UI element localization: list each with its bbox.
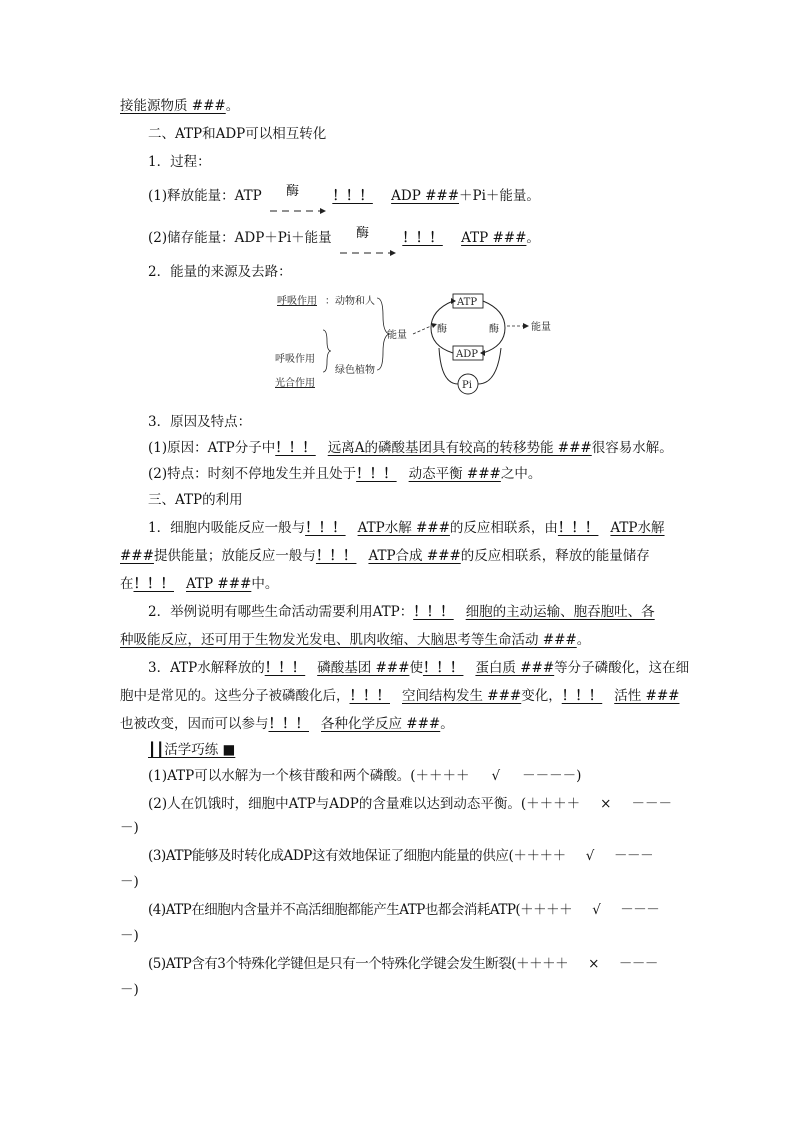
diagram-respiration-underlined: 呼吸作用 xyxy=(277,296,317,307)
question-2-text: (2)人在饥饿时，细胞中ATP与ADP的含量难以达到动态平衡。(＋＋＋＋ xyxy=(148,796,581,812)
use3-answer-5: 各种化学反应 ### xyxy=(321,716,441,732)
question-2-mark: × xyxy=(600,796,612,812)
release-answer: ADP ### xyxy=(391,188,460,204)
diagram-plant-label: 绿色植物 xyxy=(335,365,375,376)
intro-answer: 接能源物质 ### xyxy=(120,98,226,114)
practice-title: ┃┃活学巧练 ■ xyxy=(148,742,236,758)
question-3-mark: √ xyxy=(585,848,594,864)
use1-text-a: 1．细胞内吸能反应一般与 xyxy=(148,520,306,536)
use1-blank-2: ！！！ xyxy=(557,520,599,536)
use1-line3 xyxy=(120,574,278,594)
question-5-tail: －－－ xyxy=(618,956,658,972)
use1-answer-2: ATP水解 xyxy=(610,520,665,536)
use2-answer-2: 种吸能反应，还可用于生物发光发电、肌肉收缩、大脑思考等生命活动 ### xyxy=(120,632,577,648)
question-5-cont: －) xyxy=(120,982,139,998)
diagram-enzyme-right: 酶 xyxy=(489,324,499,335)
use3-text-e: 变化， xyxy=(521,688,562,704)
question-3-text: (3)ATP能够及时转化成ADP这有效地保证了细胞内能量的供应(＋＋＋＋ xyxy=(148,848,566,864)
use3-text-d: 等分子磷酸化，这在细 xyxy=(554,660,690,676)
question-4 xyxy=(148,900,659,920)
section-2-title: 二、ATP和ADP可以相互转化 xyxy=(148,126,327,142)
feature-answer: 动态平衡 ### xyxy=(408,466,501,482)
question-4-text: (4)ATP在细胞内含量并不高活细胞都能产生ATP也都会消耗ATP(＋＋＋＋ xyxy=(148,902,573,918)
use3-line3 xyxy=(120,714,454,734)
release-enzyme-label: 酶 xyxy=(286,184,300,199)
use1-text-d: 提供能量；放能反应一般与 xyxy=(153,548,316,564)
use3-line1 xyxy=(148,658,689,678)
question-5 xyxy=(148,954,658,974)
diagram-energy-in-label: 能量 xyxy=(387,330,407,341)
use3-end: 。 xyxy=(440,716,454,732)
question-4-cont: －) xyxy=(120,928,139,944)
question-1 xyxy=(148,766,581,786)
use3-blank-5: ！！！ xyxy=(268,716,309,732)
question-2-cont: －) xyxy=(120,820,139,836)
use1-text-c: 的反应相联系，由 xyxy=(449,520,558,536)
store-suffix: 。 xyxy=(526,230,540,246)
use1-text-f: 在 xyxy=(120,576,134,592)
use3-text-a: 3．ATP水解释放的 xyxy=(148,660,265,676)
use3-line2 xyxy=(120,686,679,706)
use1-line2 xyxy=(120,546,650,566)
use1-blank-3: ！！！ xyxy=(315,548,357,564)
use2-end: 。 xyxy=(576,632,591,648)
use3-text-l3: 也被改变，因而可以参与 xyxy=(120,716,269,732)
use2-blank: ！！！ xyxy=(413,604,454,620)
use2-answer-1: 细胞的主动运输、胞吞胞吐、各 xyxy=(465,604,655,620)
use3-blank-3: ！！！ xyxy=(349,688,390,704)
question-4-tail: －－－ xyxy=(620,902,660,918)
use3-blank-1: ！！！ xyxy=(264,660,306,676)
use3-blank-4: ！！！ xyxy=(561,688,603,704)
use1-blank-1: ！！！ xyxy=(305,520,346,536)
energy-title: 2．能量的来源及去路： xyxy=(148,264,292,280)
atp-adp-cycle-diagram xyxy=(265,288,565,400)
question-2 xyxy=(148,794,672,814)
use1-answer-4: ATP ### xyxy=(186,576,252,592)
use1-text-g: 中。 xyxy=(251,576,279,592)
question-3 xyxy=(148,846,653,866)
use2-text-a: 2．举例说明有哪些生命活动需要利用ATP： xyxy=(148,604,414,620)
use3-answer-2: 蛋白质 ### xyxy=(475,660,555,676)
use1-text-e: 的反应相联系，释放的能量储存 xyxy=(460,548,650,564)
use2-line2 xyxy=(120,630,590,650)
question-1-text: (1)ATP可以水解为一个核苷酸和两个磷酸。(＋＋＋＋ xyxy=(148,768,470,784)
use1-answer-2-tail: ### xyxy=(120,548,154,564)
use3-blank-2: ！！！ xyxy=(422,660,464,676)
diagram-adp-label: ADP xyxy=(456,349,478,360)
question-3-tail: －－－ xyxy=(613,848,654,864)
feature-prefix: (2)特点：时刻不停地发生并且处于 xyxy=(148,466,357,482)
store-blank: ！！！ xyxy=(402,230,443,246)
diagram-photosynthesis-label: 光合作用 xyxy=(275,378,315,389)
reason-answer: 远离A的磷酸基团具有较高的转移势能 ### xyxy=(327,440,592,456)
use3-text-l2: 胞中是常见的。这些分子被磷酸化后， xyxy=(120,688,350,704)
reason-title: 3．原因及特点： xyxy=(148,414,252,430)
store-prefix: (2)储存能量：ADP＋Pi＋能量 xyxy=(148,230,332,246)
diagram-respiration-label: 呼吸作用 xyxy=(275,354,315,365)
feature-blank: ！！！ xyxy=(356,466,397,482)
diagram-enzyme-left: 酶 xyxy=(437,324,447,335)
use1-answer-1: ATP水解 ### xyxy=(357,520,450,536)
question-5-mark: × xyxy=(588,956,599,972)
question-1-mark: √ xyxy=(491,768,501,784)
reason-prefix: (1)原因：ATP分子中 xyxy=(148,440,276,456)
use3-text-c: 使 xyxy=(409,660,423,676)
intro-line xyxy=(120,96,239,116)
reason-line xyxy=(148,438,673,458)
release-blank: ！！！ xyxy=(332,188,373,204)
use3-answer-3: 空间结构发生 ### xyxy=(402,688,522,704)
question-5-text: (5)ATP含有3个特殊化学键但是只有一个特殊化学键会发生断裂(＋＋＋＋ xyxy=(148,956,569,972)
section-3-title: 三、ATP的利用 xyxy=(148,492,243,508)
intro-end: 。 xyxy=(225,98,240,114)
reason-blank: ！！！ xyxy=(275,440,316,456)
use1-blank-4: ！！！ xyxy=(133,576,174,592)
question-1-tail: －－－－) xyxy=(522,768,582,784)
store-answer: ATP ### xyxy=(461,230,527,246)
store-line xyxy=(148,228,540,248)
release-prefix: (1)释放能量：ATP xyxy=(148,188,262,204)
process-title: 1．过程： xyxy=(148,154,211,170)
question-4-mark: √ xyxy=(592,902,601,918)
question-3-cont: －) xyxy=(120,874,139,890)
dashed-arrow-icon xyxy=(268,205,328,217)
use3-answer-4: 活性 ### xyxy=(614,688,680,704)
question-2-tail: －－－ xyxy=(631,796,672,812)
dashed-arrow-icon xyxy=(338,247,398,259)
use3-answer-1: 磷酸基团 ### xyxy=(317,660,410,676)
diagram-pi-label: Pi xyxy=(462,380,472,391)
diagram-energy-out-label: 能量 xyxy=(531,322,551,333)
feature-line xyxy=(148,464,541,484)
diagram-atp-label: ATP xyxy=(457,297,478,308)
reason-suffix: 很容易水解。 xyxy=(591,440,673,456)
use1-answer-3: ATP合成 ### xyxy=(368,548,461,564)
release-suffix: ＋Pi＋能量。 xyxy=(459,188,540,204)
use2-line1 xyxy=(148,602,655,622)
store-enzyme-label: 酶 xyxy=(355,226,369,241)
use1-line1 xyxy=(148,518,665,538)
diagram-animal-label: ：动物和人 xyxy=(325,296,375,307)
feature-suffix: 之中。 xyxy=(500,466,542,482)
diagram-brace-small xyxy=(323,330,331,372)
release-line xyxy=(148,186,540,206)
